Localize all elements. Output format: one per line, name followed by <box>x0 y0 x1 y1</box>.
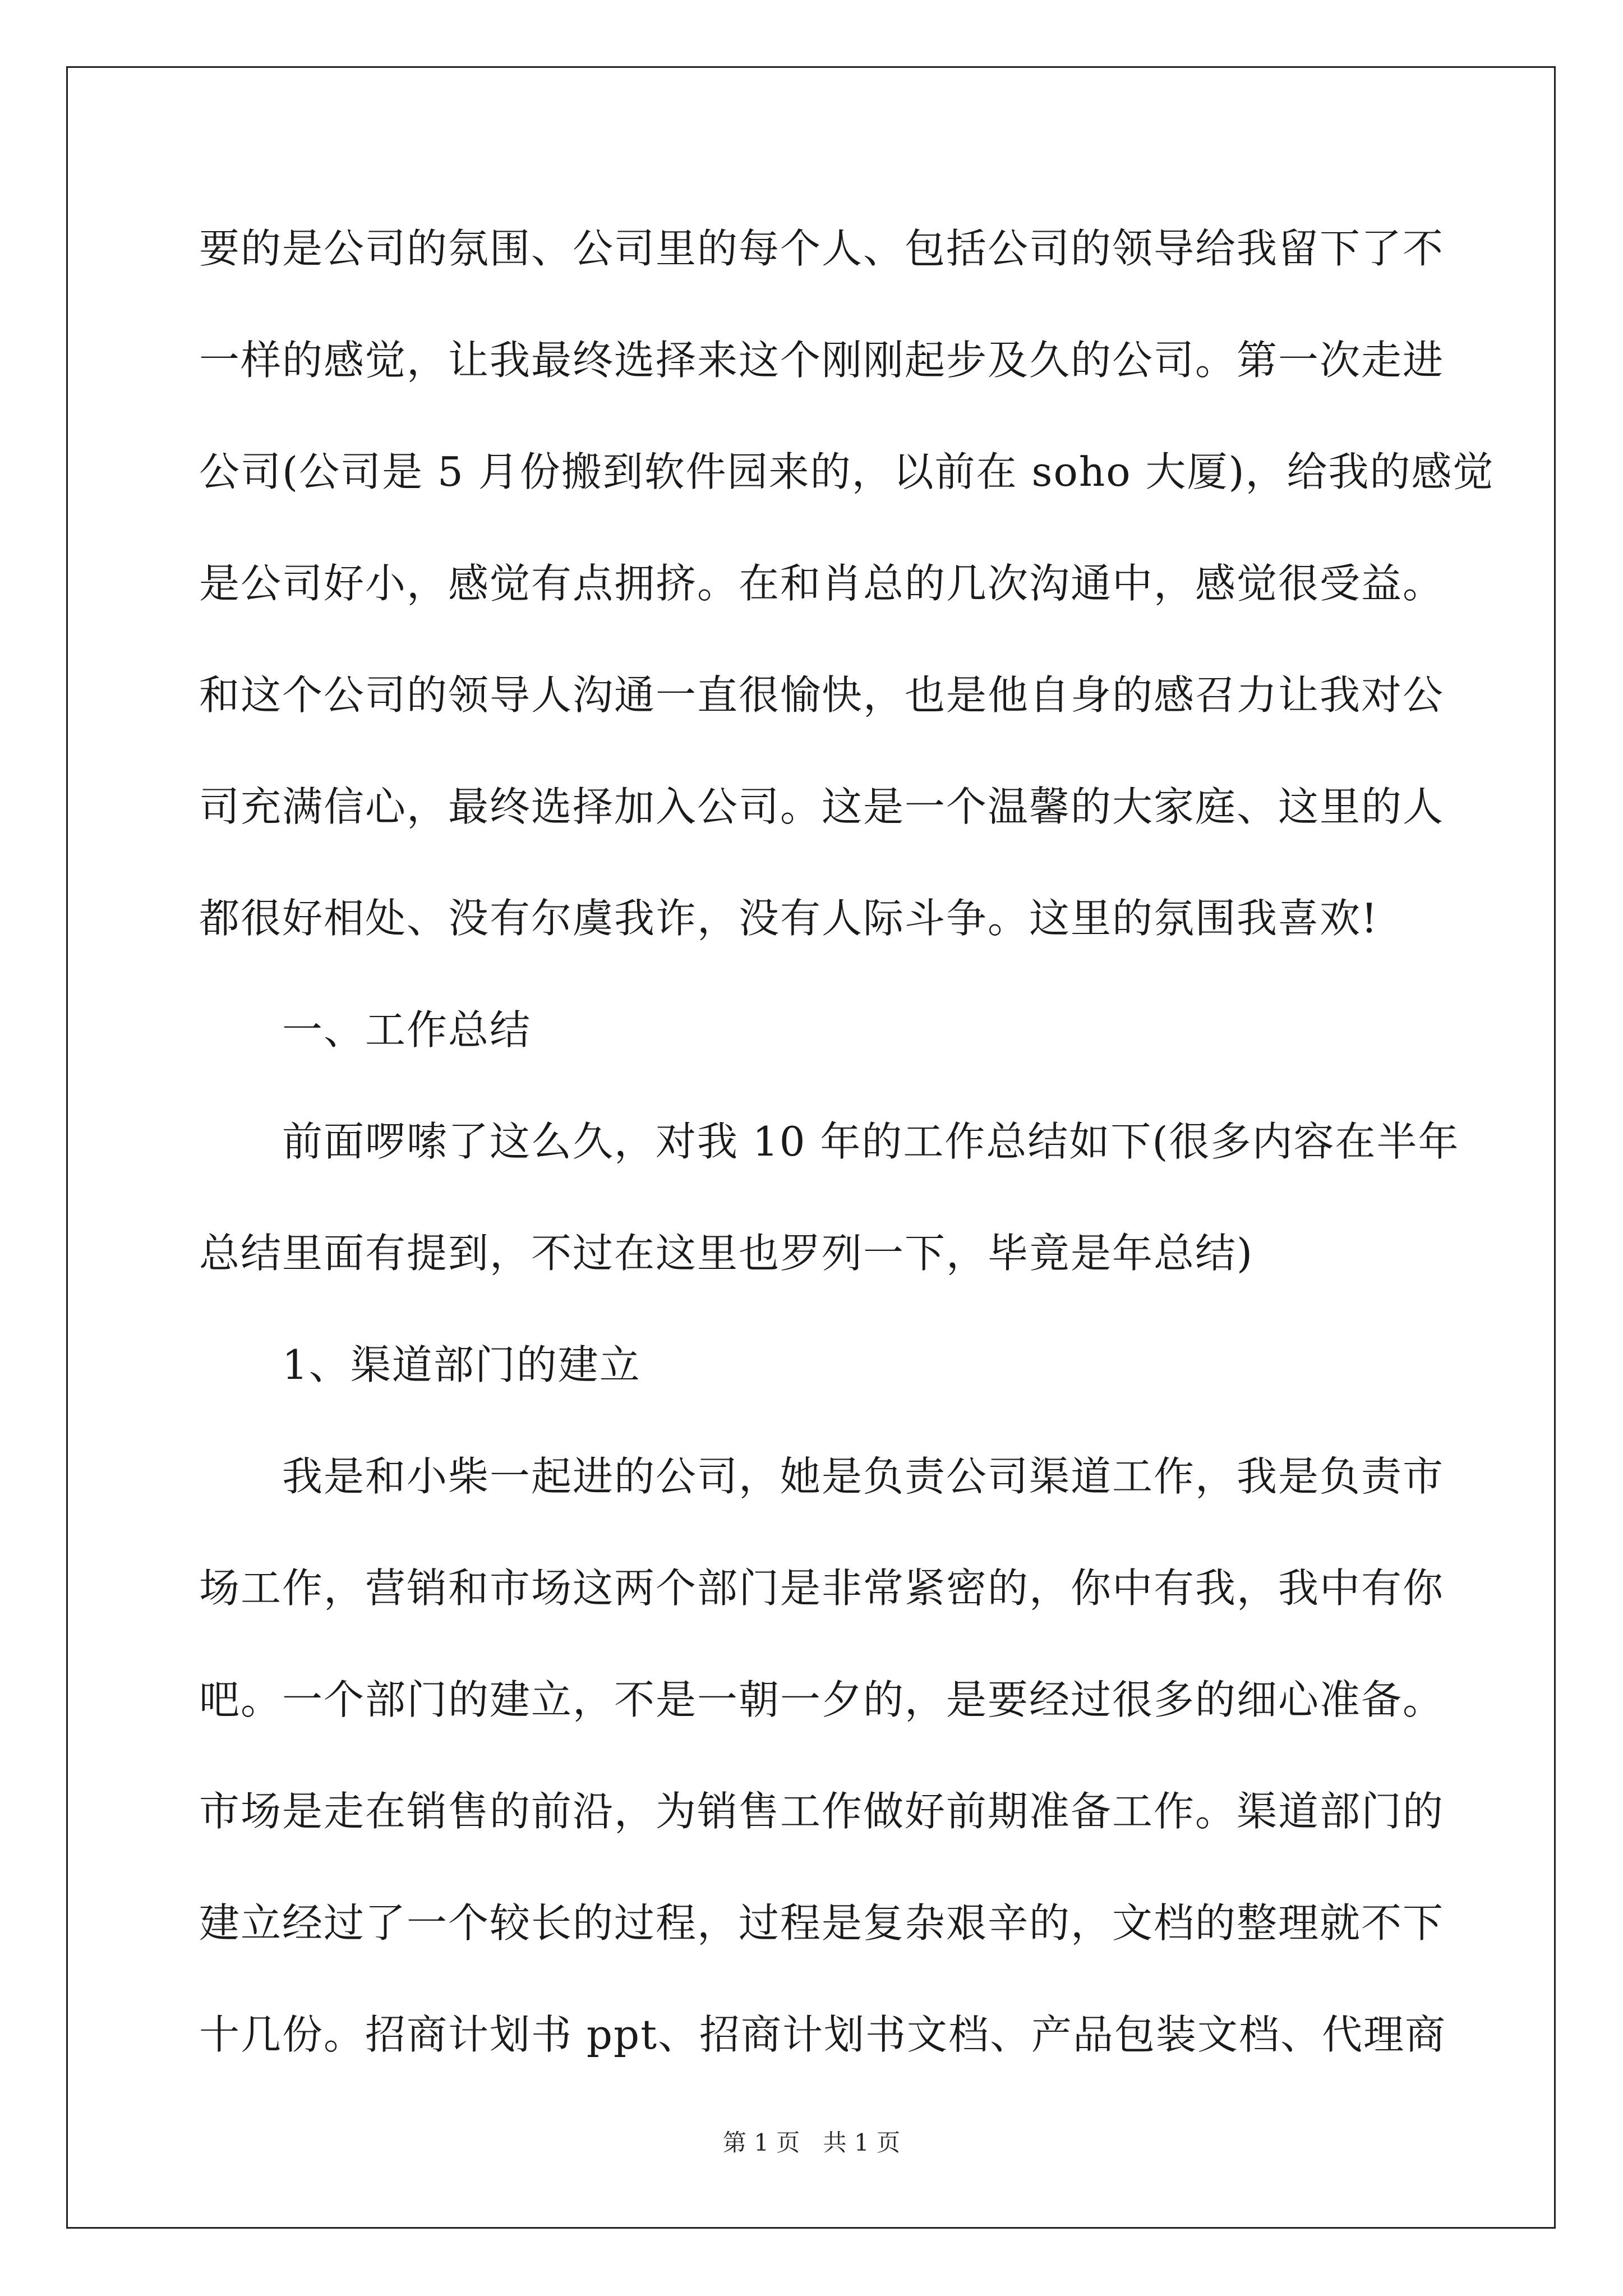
text-line-3: 公司(公司是 5 月份搬到软件园来的，以前在 soho 大厦)，给我的感觉 <box>199 448 1495 495</box>
page-number: 第 1 页 <box>722 2129 800 2156</box>
text-line-14: 吧。一个部门的建立，不是一朝一夕的，是要经过很多的细心准备。 <box>199 1676 1445 1723</box>
text-line-4: 是公司好小，感觉有点拥挤。在和肖总的几次沟通中，感觉很受益。 <box>199 560 1445 607</box>
page-total: 共 1 页 <box>823 2129 901 2156</box>
text-line-15: 市场是走在销售的前沿，为销售工作做好前期准备工作。渠道部门的 <box>199 1788 1445 1835</box>
text-line-7: 都很好相处、没有尔虞我诈，没有人际斗争。这里的氛围我喜欢! <box>199 895 1378 942</box>
text-line-9: 前面啰嗦了这么久，对我 10 年的工作总结如下(很多内容在半年 <box>282 1118 1460 1165</box>
text-line-17: 十几份。招商计划书 ppt、招商计划书文档、产品包装文档、代理商 <box>199 2011 1447 2058</box>
text-line-12: 我是和小柴一起进的公司，她是负责公司渠道工作，我是负责市 <box>282 1453 1445 1500</box>
text-line-16: 建立经过了一个较长的过程，过程是复杂艰辛的，文档的整理就不下 <box>199 1899 1445 1947</box>
text-line-10: 总结里面有提到，不过在这里也罗列一下，毕竟是年总结) <box>199 1230 1254 1277</box>
section-heading: 一、工作总结 <box>282 1006 532 1053</box>
page-footer <box>0 2126 1623 2160</box>
subsection-heading: 1、渠道部门的建立 <box>282 1341 641 1388</box>
document-body <box>199 209 1495 2106</box>
text-line-2: 一样的感觉，让我最终选择来这个刚刚起步及久的公司。第一次走进 <box>199 337 1445 384</box>
text-line-13: 场工作，营销和市场这两个部门是非常紧密的，你中有我，我中有你 <box>199 1565 1445 1612</box>
text-line-1: 要的是公司的氛围、公司里的每个人、包括公司的领导给我留下了不 <box>199 225 1445 272</box>
text-line-5: 和这个公司的领导人沟通一直很愉快，也是他自身的感召力让我对公 <box>199 671 1445 719</box>
text-line-6: 司充满信心，最终选择加入公司。这是一个温馨的大家庭、这里的人 <box>199 783 1445 830</box>
